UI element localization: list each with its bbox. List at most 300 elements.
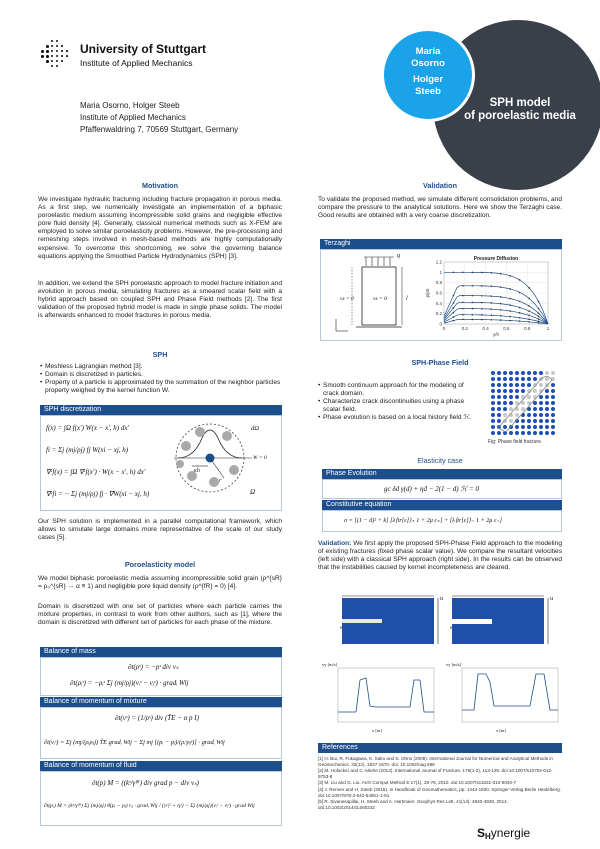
pressure-point [538,316,540,318]
velocity-plot-left [320,660,440,736]
solid-particle [551,419,555,423]
pressure-point [490,295,492,297]
particle [229,465,239,475]
pf-bullet: • Smooth continuum approach for the modeling of crack domain. [318,382,478,398]
particle [209,477,222,487]
x-tick-label: 1 [546,326,550,331]
references-bar: References [318,743,562,753]
x-tick-label: 0 [442,326,446,331]
poster-title: SPH model of poroelastic media [464,97,576,122]
logo-dot [56,60,58,62]
solid-particle [503,383,507,387]
logo-dot [61,45,63,47]
solid-particle [551,431,555,435]
validation-paragraph: To validate the proposed method, we simulate different consolidation problems, and compare the pressure to the analytical solutions. Here we show the Terzaghi case. Good results are obtained with a very coarse discretization. [318,196,562,220]
logo-dot [51,65,53,67]
solid-particle [533,407,537,411]
solid-particle [515,431,519,435]
pressure-point [538,308,540,310]
y-tick-label: 1.2 [435,259,442,265]
reference-item: [4] J. Renner and H. Steeb (2015). In Handbook of Geomathematics, pp. 1443-1500. Springer-Verlag Berlin Heidelberg. doi:10.1007/978-3-642-54551-1-81 [318,786,562,798]
solid-particle [515,377,519,381]
pressure-point [509,275,511,277]
pressure-point [500,319,502,321]
pressure-point [490,319,492,321]
poro-p2: Domain is discretized with one set of particles where each particle carries the mixture properties, in contrast to work from other authors, such as [1], where the domain is discretized with different set of particles for each phase of the mixture. [38,603,282,627]
y-axis-label: p/p0 [425,288,430,298]
solid-particle [539,413,543,417]
solid-particle [527,413,531,417]
solid-particle [539,371,543,375]
solid-particle [539,395,543,399]
pressure-point [453,312,455,314]
pf-bullet: • Phase evolution is based on a local history field ℋ. [318,414,478,422]
solid-particle [503,377,507,381]
solid-particle [521,413,525,417]
pressure-point [509,304,511,306]
solid-particle [551,425,555,429]
terzaghi-v2: vz = 0 [373,296,387,302]
eq-mass2: ∂t(ρᵢˢ) = −ρᵢˢ Σj (mj/ρj)(vᵢˢ − vⱼˢ) · gradᵢ Wij [70,679,189,687]
pressure-point [462,319,464,321]
sph-title: SPH [152,350,168,359]
references-list [318,756,562,811]
solid-particle [515,389,519,393]
xlab-left: x [m] [372,728,382,733]
solid-particle [497,377,501,381]
particle [176,460,184,468]
logo-dot [46,55,49,58]
pressure-point [509,288,511,290]
crack-particle [545,371,549,375]
pressure-point [519,279,521,281]
solid-particle [533,431,537,435]
phase-evolution-bar: Phase Evolution [322,469,562,479]
reference-item: [2] M. Hofacker and C. Miehe (2012). International Journal of Fracture, 178(1-2), 113-129. doi:10.1007/s10704-012-9753-8 [318,768,553,779]
pressure-point [528,305,530,307]
pressure-point [538,322,540,324]
e-label-left: e [340,626,343,631]
x-axis-label: y/h [492,332,500,337]
solid-particle [545,395,549,399]
crack-particle [533,395,537,399]
pressure-point [481,314,483,316]
solid-particle [551,383,555,387]
solid-particle [521,383,525,387]
solid-particle [521,431,525,435]
eq-fluid1: ∂t(p) M = ((kˢ/γᶠᴿ) div grad p − div vₛ) [92,779,200,787]
pressure-point [472,319,474,321]
fig-domain-label: Ω [250,488,256,496]
sph-bullets [40,363,282,395]
solid-particle [515,371,519,375]
solid-particle [545,413,549,417]
solid-particle [545,419,549,423]
solid-particle [491,383,495,387]
x-tick-label: 0.8 [524,326,531,331]
institute-name: Institute of Applied Mechanics [80,58,193,68]
balance-momentum-mixture-bar: Balance of momentum of mixture [40,697,282,707]
logo-dot [56,55,58,57]
solid-particle [491,377,495,381]
logo-dot [51,50,53,52]
y-tick-label: 1 [439,269,442,275]
sph-paragraph: Our SPH solution is implemented in a parallel computational framework, which allows to simulate large domains more representative of the scale of our study cases [5]. [38,518,282,542]
pf-validation-label: Validation: [318,540,352,547]
pressure-point [472,302,474,304]
solid-particle [527,419,531,423]
pressure-point [538,312,540,314]
constitutive-bar: Constitutive equation [322,500,562,510]
solid-particle [509,431,513,435]
crack [342,619,382,623]
logo-dot [56,65,58,67]
solid-particle [551,395,555,399]
pressure-point [462,272,464,274]
solid-particle [539,401,543,405]
crack [452,619,492,624]
crack-particle [539,383,543,387]
x-tick-label: 0.6 [503,326,510,331]
pressure-point [509,316,511,318]
solid-particle [545,431,549,435]
phase-field-bullets [318,382,478,422]
solid-particle [503,371,507,375]
solid-particle [491,401,495,405]
pressure-point [528,298,530,300]
crack-particle [509,407,513,411]
solid-particle [527,371,531,375]
solid-particle [497,419,501,423]
pressure-point [481,308,483,310]
pressure-point [509,310,511,312]
pressure-point [519,320,521,322]
solid-particle [527,425,531,429]
solid-particle [503,425,507,429]
motivation-p2: In addition, we extend the SPH poroelastic approach to model fracture initiation and evolution in porous media, simulating fractures as a smeared scalar field with a hybrid approach based on coupled SPH and Phase Field methods [2]. The first validation of the proposed hybrid model is made in single phase solids. The model is afterwards enhanced to model fractures in porous media. [38,280,282,320]
sph-bullet: • Domain is discretized in particles. [40,371,282,379]
solid-particle [497,401,501,405]
solid-particle [509,401,513,405]
eq-mom1: ∂t(vˢ) = (1/ρˢ) div (T̃E − α p I) [115,714,199,722]
reference-item: [1] H. Bui, R. Fukagawa, K. Sako and S. Ohno (2008). International Journal for Numerical and Analytical Methods in Geomechanics, 32(12), 1537-1570. doi: 10.1002/nag.688 [318,756,553,767]
pressure-point [472,314,474,316]
pressure-point [490,285,492,287]
solid-particle [539,419,543,423]
solid-particle [545,425,549,429]
solid-particle [533,425,537,429]
sph-eq3: ∇·f(x) = ∫Ω ∇·f(x′) · W(x − x′, h) dx′ [46,468,146,476]
solid-particle [491,389,495,393]
pressure-point [462,302,464,304]
phase-field-figure [490,370,556,436]
logo-dot [41,50,44,53]
solid-particle [497,371,501,375]
pressure-point [538,318,540,320]
solid-particle [509,383,513,387]
particle [195,427,205,437]
particle [222,431,232,441]
pf-bullet: • Characterize crack discontinuities using a phase scalar field. [318,398,478,414]
solid-particle [527,431,531,435]
pressure-point [453,272,455,274]
pressure-point [500,296,502,298]
crack-particle [503,413,507,417]
logo-dot [61,60,63,62]
university-name: University of Stuttgart [80,42,207,56]
logo-dot [61,50,63,52]
crack-particle [545,377,549,381]
pressure-point [519,301,521,303]
pressure-point [472,272,474,274]
pressure-point [453,295,455,297]
logo-dot [51,55,53,57]
shynergie-logo: SHynergie [477,826,531,841]
pressure-point [519,312,521,314]
fig-r-label: r [219,478,222,484]
solid-particle [491,431,495,435]
solid-particle [533,413,537,417]
solid-particle [497,383,501,387]
poro-title: Poroelasticity model [124,560,196,569]
x-tick-label: 0.2 [461,326,468,331]
solid-particle [545,407,549,411]
poro-p1: We model biphasic poroelastic media assuming incompressible solid grain (ρ^{sR} = ρ₀^{sR} → α ≡ 1) and negligible pore liquid density (ρ^{fR} = 0) [4]. [38,575,282,591]
pressure-point [528,287,530,289]
pressure-point [528,321,530,323]
ylab-left: vy [m/s] [322,662,338,667]
terzaghi-bar: Terzaghi [320,239,562,249]
pressure-point [462,314,464,316]
pressure-point [453,307,455,309]
phase-field-title: SPH-Phase Field [411,358,469,367]
balance-momentum-fluid-bar: Balance of momentum of fluid [40,761,282,771]
pressure-point [500,273,502,275]
solid-particle [533,401,537,405]
elasticity-title: Elasticity case [417,456,463,465]
pressure-point [490,302,492,304]
solid-particle [521,425,525,429]
solid-particle [503,389,507,393]
crack-particle [521,407,525,411]
y-tick-label: 0.8 [435,280,442,286]
eq-mass1: ∂t(ρˢ) = −ρˢ div vₛ [128,663,179,671]
particle [181,441,191,451]
logo-dot [41,55,44,58]
authors: Maria Osorno, Holger Steeb [80,101,180,110]
solid-particle [533,371,537,375]
pressure-point [481,272,483,274]
reference-item: [5] R. Sivanesapillai, H. Steeb and A. Hartmaier. Geophys Res Lett, 41(14): 4920-4928, 2014. doi:10.1002/2014GL060232 [318,799,508,810]
solid-particle [491,395,495,399]
pressure-point [519,292,521,294]
eq-phase: gc δd γ(d) + ηḋ − 2(1 − d) ℋ = 0 [384,485,479,493]
address: Pfaffenwaldring 7, 70569 Stuttgart, Germany [80,125,239,134]
solid-particle [509,377,513,381]
crack-particle [515,413,519,417]
crack-particle [527,395,531,399]
terzaghi-q: q [397,253,400,259]
pressure-point [453,302,455,304]
solid-particle [521,389,525,393]
pressure-point [528,310,530,312]
pressure-point [472,285,474,287]
crack-particle [551,371,555,375]
fig-w0-label: W = 0 [253,455,267,461]
solid-particle [539,407,543,411]
u-label-right: u [550,596,553,602]
solid-particle [503,401,507,405]
xlab-right: x [m] [496,728,506,733]
logo-dot [66,50,68,52]
pressure-point [519,317,521,319]
y-tick-label: 0 [439,321,442,327]
eq-constitutive: σ = [(1 − d)² + k] [λ⟨tr[ε]⟩₊ 1 + 2μ ε₊] + [λ⟨tr[ε]⟩₋ 1 + 2μ ε₋] [344,517,503,524]
logo-dot [56,45,58,47]
crack-particle [509,419,513,423]
solid-particle [497,389,501,393]
pressure-point [500,286,502,288]
r-line [210,458,224,478]
x-tick-label: 0.4 [482,326,489,331]
plot-frame [462,668,558,722]
motivation-title: Motivation [142,181,178,190]
solid-particle [491,371,495,375]
solid-particle [551,407,555,411]
solid-particle [551,413,555,417]
solid-particle [497,431,501,435]
phase-field-caption: Fig: Phase field fracture. [488,439,543,445]
pf-validation-body: We first apply the proposed SPH-Phase Field approach to the modeling of existing fractures (fixed phase scalar value). We compare the resultant velocities (left side) with a classical SPH approach (right side). In the results can be observed that the instabilities caused by kernel incompleteness are cleared. [318,540,562,572]
solid-particle [497,395,501,399]
pressure-point [509,298,511,300]
logo-dot [51,45,53,47]
logo-dot [66,55,68,57]
solid-particle [545,389,549,393]
solid-particle [521,377,525,381]
sph-bullet: • Property of a particle is approximated by the summation of the neighbor particles property weighed by the kernel function W. [40,379,282,395]
pressure-point [462,308,464,310]
pressure-point [528,315,530,317]
pressure-point [490,272,492,274]
solid-particle [551,389,555,393]
y-tick-label: 0.6 [435,290,442,296]
plot-frame [338,668,434,722]
pressure-point [500,303,502,305]
sph-eq4: ∇·fi = − Σj (mj/ρj) fj · ∇W(xi − xj, h) [46,490,150,498]
eq-mom2: ∂t(vᵢˢ) = Σj (mj/(ρᵢρⱼ)) T̃E gradᵢ Wij − Σj mj [(pᵢ − pⱼ)/(ρᵢˢρⱼˢ)] · gradᵢ Wij [44,739,225,746]
terzaghi-v1: vz = 0 [340,296,354,302]
solid-particle [491,407,495,411]
logo-dot [56,40,58,42]
ylab-right: vy [m/s] [446,662,462,667]
solid-particle [527,383,531,387]
pressure-point [453,316,455,318]
u-label-left: u [440,596,443,602]
sph-eq1: f(x) = ∫Ω f(x′) W(x − x′, h) dx′ [46,424,130,432]
pressure-point [490,314,492,316]
solid-particle [521,371,525,375]
solid-particle [491,419,495,423]
pressure-point [453,320,455,322]
pressure-point [481,285,483,287]
logo-dot [51,60,53,62]
solid-particle [551,401,555,405]
crack-simulation-right [448,592,554,648]
solid-particle [515,383,519,387]
solid-particle [509,371,513,375]
solid-particle [533,377,537,381]
crack-particle [533,389,537,393]
pressure-point [519,307,521,309]
balance-mass-bar: Balance of mass [40,647,282,657]
y-tick-label: 0.4 [435,300,442,306]
terzaghi-l: l [406,296,408,302]
validation-title: Validation [423,181,457,190]
solid-particle [527,377,531,381]
solid-particle [545,401,549,405]
logo-dot [46,45,49,48]
pressure-point [538,301,540,303]
solid-particle [521,419,525,423]
logo-dot [46,50,49,53]
eq-fluid2: ∂t(pᵢ) M = (kˢ/γᶠᴿ) Σj (mj/ρj) 8(pᵢ − pⱼ) rᵢⱼ · gradᵢ Wij / (|r|² + η²) − Σj (mj/ρj)(vᵢˢ − vⱼˢ) · grad Wij [44,803,255,809]
logo-dot [51,40,53,42]
pressure-point [500,315,502,317]
solid-particle [503,407,507,411]
fig-boundary-label: dΩ [251,425,259,432]
solid-particle [497,407,501,411]
pressure-point [538,321,540,323]
solid-particle [509,389,513,393]
sph-bullet: • Meshless Lagrangian method [3]. [40,363,282,371]
pressure-point [528,319,530,321]
chart-title: Pressure Diffusion [473,256,519,262]
solid-particle [509,395,513,399]
author-circle-text: Maria Osorno Holger Steeb [411,46,445,97]
solid-particle [503,395,507,399]
pressure-point [462,285,464,287]
university-logo-mark [38,37,72,71]
pressure-point [462,295,464,297]
solid-particle [491,425,495,429]
y-tick-label: 0.2 [435,311,442,317]
pressure-point [509,320,511,322]
pressure-point [490,308,492,310]
pressure-point [481,295,483,297]
solid-particle [539,425,543,429]
e-label-right: e [450,626,453,631]
solid-particle [539,431,543,435]
logo-dot [46,60,49,63]
logo-dot [61,55,63,57]
pressure-point [472,308,474,310]
reference-item: [3] M. Liu and G. Liu. Arch Comput Method E 17(1), 25-76, 2010. doi:10.1007/s11831-010-9040-7 [318,780,517,786]
sph-discretization-bar: SPH discretization [40,405,282,415]
solid-particle [515,395,519,399]
pressure-diffusion-chart [424,252,558,338]
crack-simulation-left [338,592,444,648]
pressure-point [472,295,474,297]
pressure-point [500,309,502,311]
solid-particle [515,425,519,429]
solid-particle [491,413,495,417]
pf-validation-text [318,540,562,572]
affiliation: Institute of Applied Mechanics [80,113,186,122]
logo-dot [56,50,58,52]
sph-kernel-figure [172,418,278,510]
fig-kh-label: κh [194,468,200,474]
